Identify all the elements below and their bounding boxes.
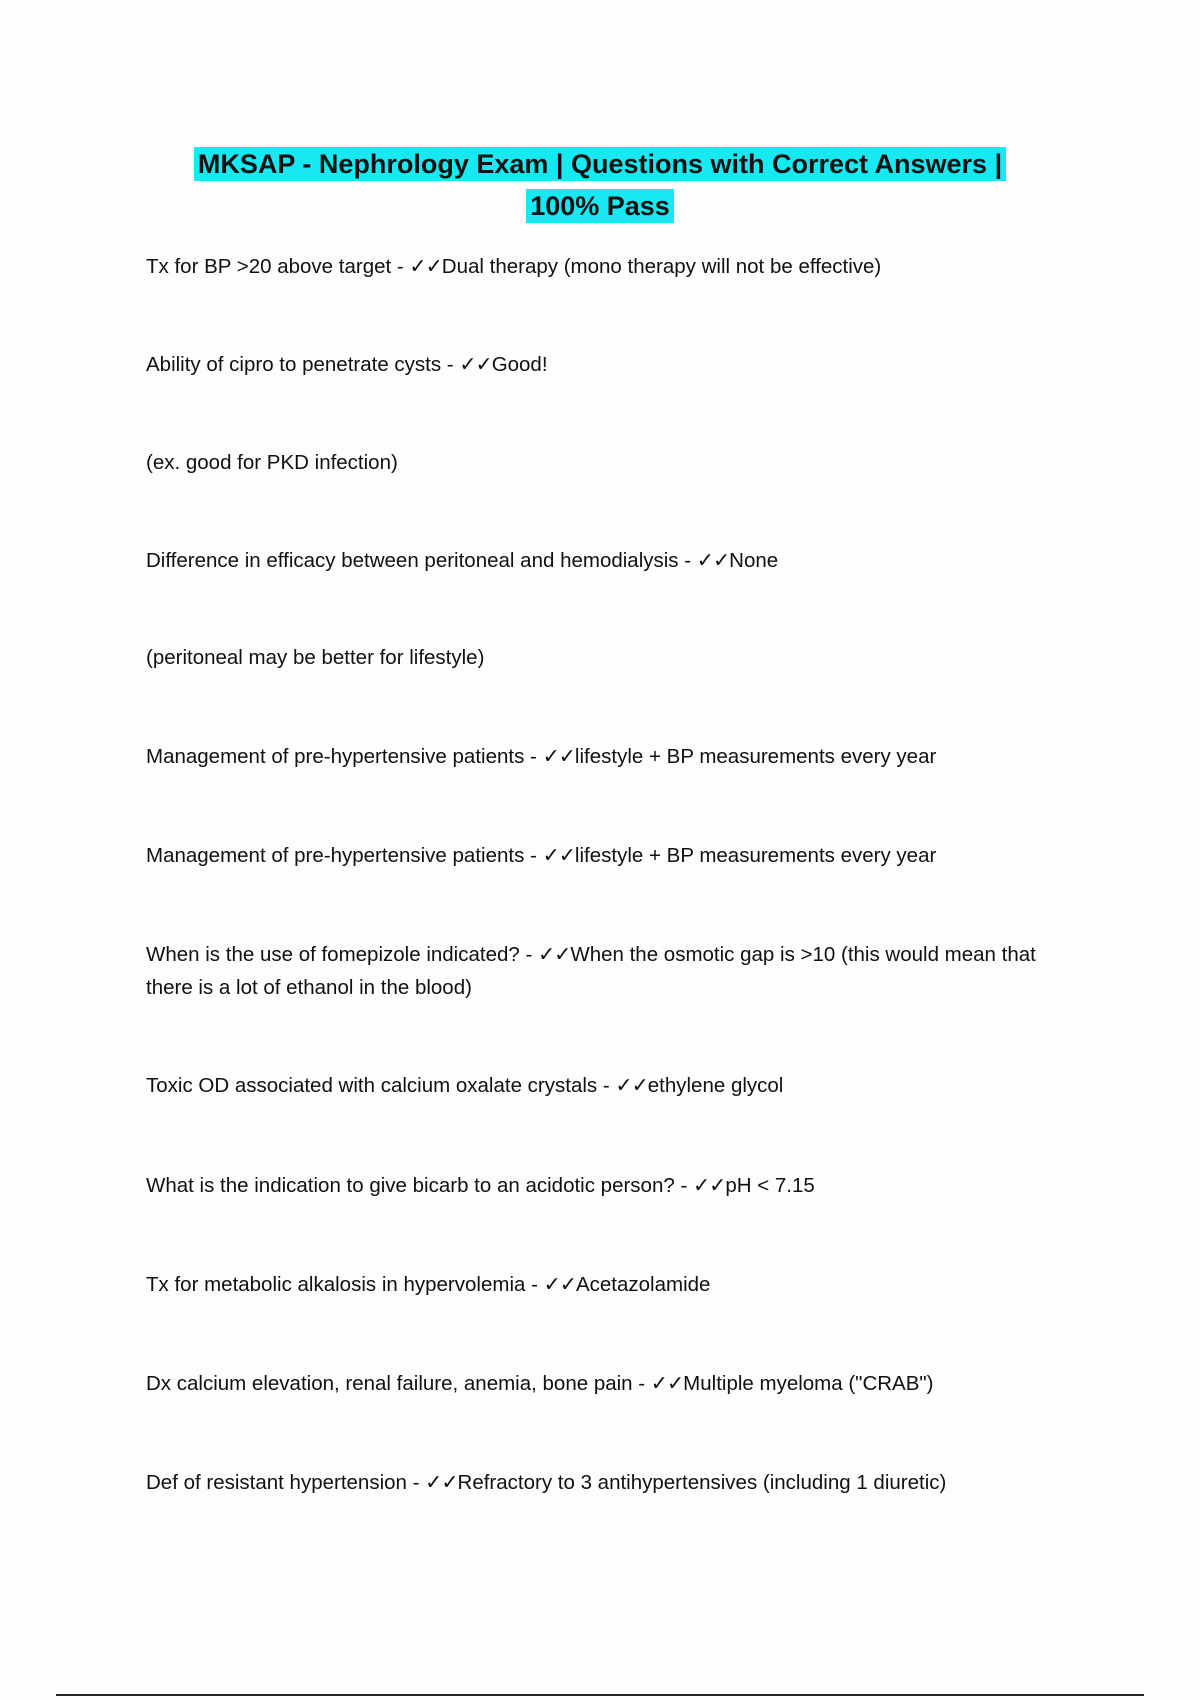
separator: - — [441, 353, 460, 376]
check-icon: ✓✓ — [538, 943, 571, 966]
question-text: When is the use of fomepizole indicated? — [146, 943, 520, 966]
separator: - — [524, 844, 543, 867]
qa-item — [146, 348, 1046, 381]
title-highlight-line-1: MKSAP - Nephrology Exam | Questions with Correct Answers | — [194, 147, 1006, 181]
qa-item — [146, 1367, 1046, 1400]
answer-text: Acetazolamide — [575, 1273, 711, 1296]
qa-item — [146, 1268, 1046, 1301]
question-text: Dx calcium elevation, renal failure, anemia, bone pain — [146, 1372, 633, 1395]
check-icon: ✓✓ — [650, 1372, 684, 1395]
question-text: Def of resistant hypertension — [146, 1471, 407, 1494]
qa-item — [146, 1169, 1046, 1202]
qa-item — [146, 839, 1046, 872]
check-icon: ✓✓ — [542, 745, 575, 768]
note-text: (peritoneal may be better for lifestyle) — [146, 646, 485, 669]
answer-text: ethylene glycol — [647, 1074, 784, 1097]
check-icon: ✓✓ — [459, 353, 492, 376]
question-text: Tx for metabolic alkalosis in hypervolemia — [146, 1273, 526, 1296]
answer-text: Dual therapy (mono therapy will not be effective) — [441, 255, 882, 278]
question-text: Management of pre-hypertensive patients — [146, 745, 525, 768]
qa-item — [146, 740, 1046, 773]
separator: - — [674, 1174, 693, 1197]
answer-text: Good! — [491, 353, 548, 376]
separator: - — [524, 745, 543, 768]
check-icon: ✓✓ — [696, 549, 730, 572]
check-icon: ✓✓ — [409, 255, 442, 278]
check-icon: ✓✓ — [425, 1471, 458, 1494]
check-icon: ✓✓ — [615, 1074, 648, 1097]
answer-text: lifestyle + BP measurements every year — [574, 844, 937, 867]
separator: - — [391, 255, 410, 278]
qa-item — [146, 544, 1046, 577]
question-text: Ability of cipro to penetrate cysts — [146, 353, 442, 376]
note-text: (ex. good for PKD infection) — [146, 451, 398, 474]
document-title — [100, 143, 1100, 227]
question-text: Management of pre-hypertensive patients — [146, 844, 525, 867]
separator: - — [525, 1273, 544, 1296]
separator: - — [632, 1372, 651, 1395]
question-text: Toxic OD associated with calcium oxalate crystals — [146, 1074, 598, 1097]
qa-item — [146, 1069, 1046, 1102]
check-icon: ✓✓ — [543, 1273, 576, 1296]
footer-divider — [56, 1694, 1144, 1696]
question-text: Tx for BP >20 above target — [146, 255, 392, 278]
answer-text: Multiple myeloma ("CRAB") — [683, 1372, 934, 1395]
separator: - — [406, 1471, 426, 1494]
qa-item — [146, 938, 1046, 1004]
answer-text: When the osmotic gap is >10 (this would mean that there is a lot of ethanol in the blood) — [146, 943, 1036, 999]
separator: - — [597, 1074, 616, 1097]
answer-text: None — [729, 549, 779, 572]
question-text: What is the indication to give bicarb to an acidotic person? — [146, 1174, 675, 1197]
question-text: Difference in efficacy between peritoneal and hemodialysis — [146, 549, 679, 572]
qa-item — [146, 1466, 1046, 1499]
check-icon: ✓✓ — [542, 844, 575, 867]
title-highlight-line-2: 100% Pass — [526, 189, 674, 223]
qa-item — [146, 250, 1046, 283]
separator: - — [519, 943, 538, 966]
answer-text: Refractory to 3 antihypertensives (including 1 diuretic) — [457, 1471, 947, 1494]
separator: - — [678, 549, 697, 572]
answer-text: lifestyle + BP measurements every year — [574, 745, 937, 768]
check-icon: ✓✓ — [692, 1174, 726, 1197]
answer-text: pH < 7.15 — [725, 1174, 815, 1197]
